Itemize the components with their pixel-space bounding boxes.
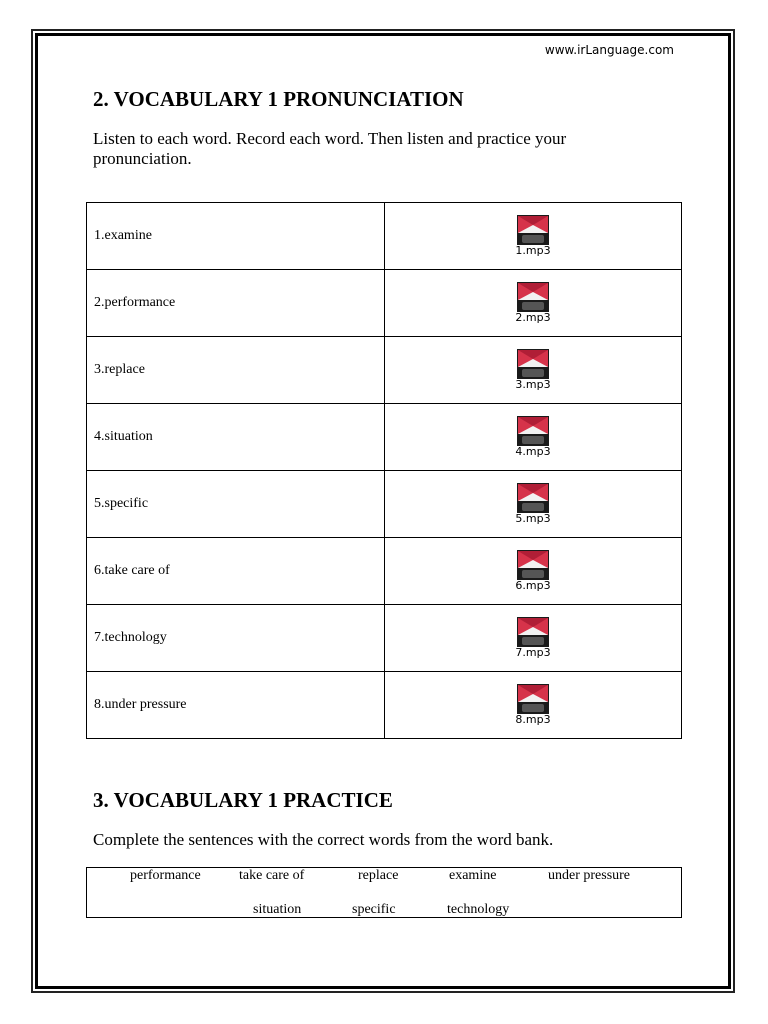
audio-cell	[385, 337, 682, 404]
mp3-attachment[interactable]	[515, 215, 550, 257]
audio-cell	[385, 203, 682, 270]
vocab-word: 3.replace	[87, 337, 385, 404]
vocab-word: 8.under pressure	[87, 672, 385, 739]
word-bank-item: performance	[130, 868, 201, 883]
vocab-word: 7.technology	[87, 605, 385, 672]
vocab-row	[87, 538, 682, 605]
audio-cell	[385, 471, 682, 538]
word-bank-item: take care of	[239, 868, 305, 883]
word-bank	[86, 867, 682, 918]
vocab-row	[87, 203, 682, 270]
mp3-file-icon[interactable]	[517, 416, 549, 446]
mp3-attachment[interactable]	[515, 617, 550, 659]
audio-cell	[385, 404, 682, 471]
vocab-row	[87, 605, 682, 672]
mp3-file-icon[interactable]	[517, 550, 549, 580]
section-2-instructions: Listen to each word. Record each word. Then listen and practice your pronunciation.	[93, 129, 567, 168]
word-bank-item: technology	[447, 902, 510, 917]
mp3-attachment[interactable]	[515, 282, 550, 324]
mp3-file-icon[interactable]	[517, 282, 549, 312]
pronunciation-table	[86, 202, 682, 739]
vocab-row	[87, 337, 682, 404]
site-url: www.irLanguage.com	[544, 43, 674, 57]
mp3-filename[interactable]: 7.mp3	[515, 646, 551, 659]
section-2-title: 2. VOCABULARY 1 PRONUNCIATION	[93, 87, 464, 111]
word-bank-item: replace	[358, 868, 399, 883]
audio-cell	[385, 270, 682, 337]
mp3-file-icon[interactable]	[517, 349, 549, 379]
mp3-filename[interactable]: 1.mp3	[515, 244, 551, 257]
word-bank-item: examine	[449, 868, 497, 883]
vocab-row	[87, 672, 682, 739]
mp3-file-icon[interactable]	[517, 215, 549, 245]
mp3-attachment[interactable]	[515, 550, 550, 592]
vocab-row	[87, 270, 682, 337]
mp3-filename[interactable]: 5.mp3	[515, 512, 551, 525]
section-3-instructions: Complete the sentences with the correct words from the word bank.	[93, 830, 554, 849]
mp3-filename[interactable]: 4.mp3	[515, 445, 551, 458]
mp3-attachment[interactable]	[515, 684, 550, 726]
audio-cell	[385, 605, 682, 672]
mp3-filename[interactable]: 2.mp3	[515, 311, 551, 324]
vocab-word: 5.specific	[87, 471, 385, 538]
mp3-filename[interactable]: 8.mp3	[515, 713, 551, 726]
vocab-word: 1.examine	[87, 203, 385, 270]
vocab-word: 4.situation	[87, 404, 385, 471]
mp3-file-icon[interactable]	[517, 684, 549, 714]
section-3-title: 3. VOCABULARY 1 PRACTICE	[93, 788, 393, 812]
mp3-attachment[interactable]	[515, 416, 550, 458]
mp3-attachment[interactable]	[515, 483, 550, 525]
audio-cell	[385, 538, 682, 605]
audio-cell	[385, 672, 682, 739]
vocab-word: 6.take care of	[87, 538, 385, 605]
mp3-attachment[interactable]	[515, 349, 550, 391]
word-bank-item: specific	[352, 902, 396, 917]
vocab-word: 2.performance	[87, 270, 385, 337]
mp3-filename[interactable]: 6.mp3	[515, 579, 551, 592]
mp3-file-icon[interactable]	[517, 617, 549, 647]
mp3-file-icon[interactable]	[517, 483, 549, 513]
vocab-row	[87, 404, 682, 471]
word-bank-item: under pressure	[548, 868, 631, 883]
vocab-row	[87, 471, 682, 538]
word-bank-item: situation	[253, 902, 302, 917]
mp3-filename[interactable]: 3.mp3	[515, 378, 551, 391]
